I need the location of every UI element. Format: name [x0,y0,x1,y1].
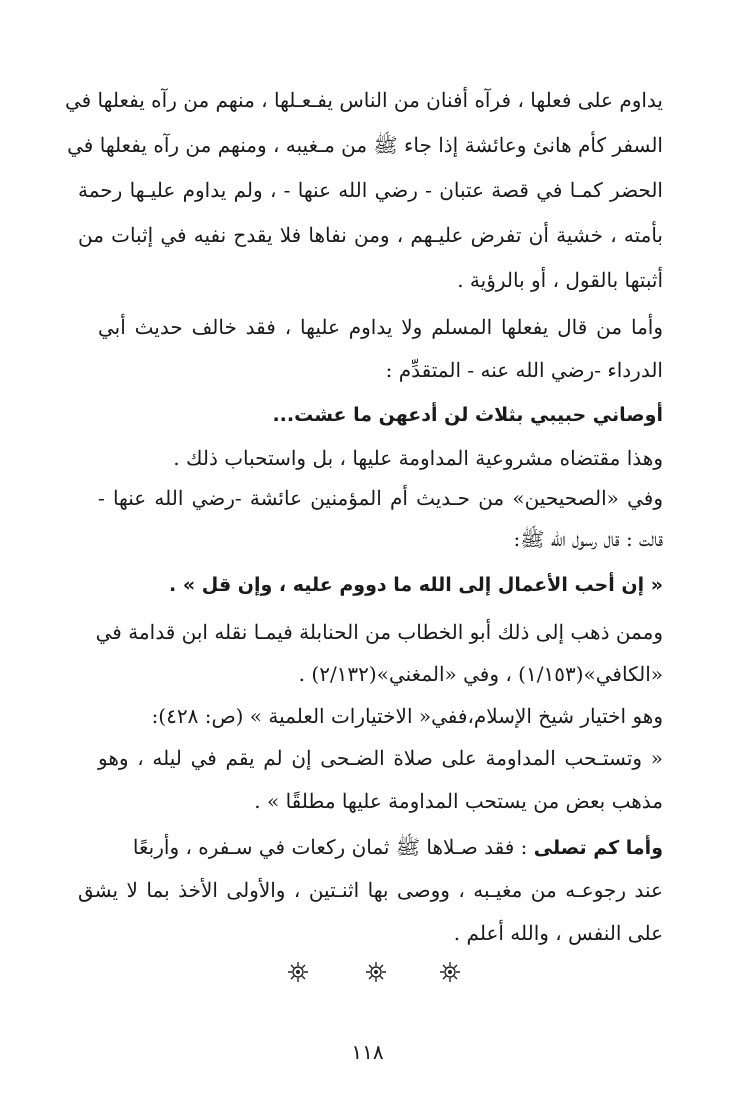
text-line: الحضر كمـا في قصة عتبان - رضي الله عنها - ، ولم يداوم عليـها رحمة [78,178,663,202]
text-line [78,827,663,868]
hadith-quote: « إن أحب الأعمال إلى الله ما دووم عليه ، وإن قل » . [169,574,663,596]
text-line: وفي «الصحيحين» من حـديث أم المؤمنين عائشة -رضي الله عنها - [98,486,663,510]
text-line: عند رجوعـه من مغيـبه ، ووصى بها اثنـتين ، والأولى الأخذ بما لا يشق [78,878,663,902]
text-line: « وتستـحب المداومة على صلاة الضـحى إن لم يقم في ليله ، وهو [98,746,663,770]
text-line: وهذا مقتضاه مشروعية المداومة عليها ، بل واستحباب ذلك . [173,446,663,470]
text-line: قالت : قال رسول الله ﷺ: [513,527,663,551]
ornament-icon [286,960,310,984]
text-line: بأمته ، خشية أن تفرض عليـهم ، ومن نفاها فلا يقدح نفيه في إثبات من [78,223,663,247]
text-line: السفر كأم هانئ وعائشة إذا جاء ﷺ من مـغيبه ، ومنهم من رآه يفعلها في [67,133,663,157]
text-fragment: : فقد صـلاها ﷺ ثمان ركعات في سـفره ، وأربعًا [132,835,528,859]
page-number: ١١٨ [351,1040,384,1064]
text-line: مذهب بعض من يستحب المداومة عليها مطلقًا » . [254,789,663,813]
ornament-icon [364,960,388,984]
ornament-row [0,960,735,990]
text-line: الدرداء -رضي الله عنه - المتقدِّم : [385,358,663,382]
text-line: وممن ذهب إلى ذلك أبو الخطاب من الحنابلة فيمـا نقله ابن قدامة في [95,620,663,644]
text-line: أثبتها بالقول ، أو بالرؤية . [457,268,663,292]
ornament-icon [438,960,462,984]
text-line: على النفس ، والله أعلم . [453,921,663,945]
text-line: يداوم على فعلها ، فرآه أفنان من الناس يفـعـلها ، منهم من رآه يفعلها في [64,88,663,112]
section-heading: وأما كم تصلى [533,837,663,859]
text-line: «الكافي»(١/١٥٣) ، وفي «المغني»(٢/١٣٢) . [298,662,663,686]
hadith-quote: أوصاني حبيبي بثلاث لن أدعهن ما عشت... [272,404,663,426]
text-line: وأما من قال يفعلها المسلم ولا يداوم عليها ، فقد خالف حديث أبي [98,315,663,339]
text-line: وهو اختيار شيخ الإسلام،ففي« الاختيارات العلمية » (ص: ٤٢٨): [151,704,663,728]
